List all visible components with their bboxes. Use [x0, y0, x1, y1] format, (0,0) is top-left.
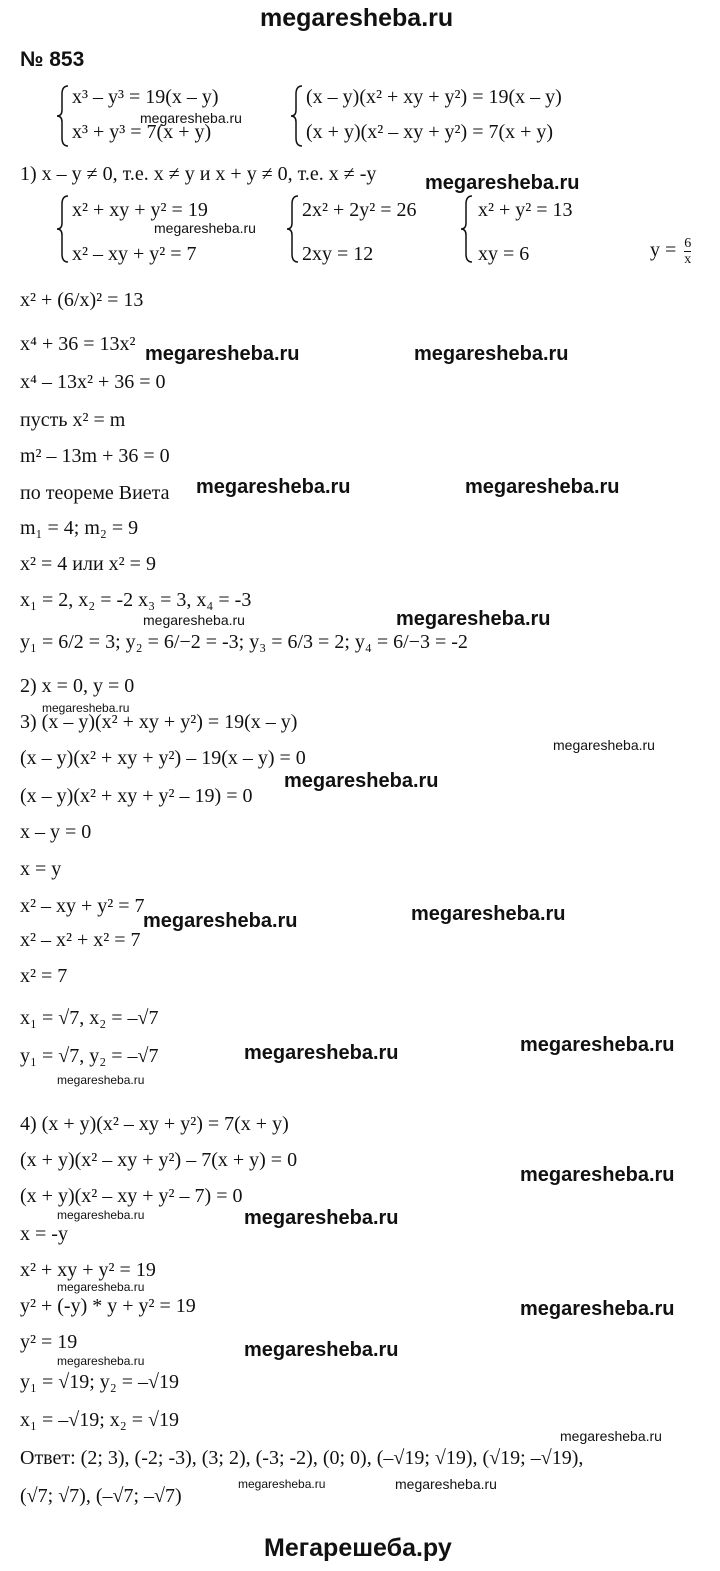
answer-line: (√7; √7), (–√7; –√7) [20, 1485, 182, 1507]
watermark: megaresheba.ru [140, 110, 242, 126]
system-brace [290, 84, 304, 148]
system4-eq1: 2x² + 2y² = 26 [302, 199, 417, 221]
watermark: megaresheba.ru [42, 701, 130, 715]
system1-eq1: x³ – y³ = 19(x – y) [72, 86, 219, 108]
watermark: megaresheba.ru [143, 910, 298, 932]
watermark: megaresheba.ru [244, 1207, 399, 1229]
y-expression-den: x [684, 252, 692, 267]
solution-line: m² – 13m + 36 = 0 [20, 445, 170, 467]
system3-eq2: x² – xy + y² = 7 [72, 243, 197, 265]
solution-line: (x – y)(x² + xy + y²) – 19(x – y) = 0 [20, 747, 306, 769]
solution-line: x⁴ + 36 = 13x² [20, 333, 136, 355]
watermark: megaresheba.ru [143, 612, 245, 628]
watermark: megaresheba.ru [154, 220, 256, 236]
watermark: megaresheba.ru [465, 476, 620, 498]
watermark: megaresheba.ru [396, 608, 551, 630]
solution-line: x₁ = √7, x₂ = –√7 [20, 1007, 159, 1029]
solution-line: m₁ = 4; m₂ = 9 [20, 517, 139, 539]
watermark: megaresheba.ru [395, 1476, 497, 1492]
solution-line: x² = 7 [20, 965, 68, 987]
system1-eq2: x³ + y³ = 7(x + y) [72, 121, 212, 143]
solution-line: x² + (6/x)² = 13 [20, 289, 144, 311]
watermark: megaresheba.ru [238, 1477, 326, 1491]
solution-line: x – y = 0 [20, 821, 92, 843]
solution-line: y₁ = 6/2 = 3; y₂ = 6/−2 = -3; y₃ = 6/3 = 2; y₄ = 6/−3 = -2 [20, 631, 468, 653]
case1-condition: 1) x – y ≠ 0, т.е. x ≠ y и x + y ≠ 0, т.е. x ≠ -y [20, 163, 377, 185]
system5-eq2: xy = 6 [478, 243, 530, 265]
site-footer[interactable]: Мегарешеба.ру [264, 1534, 452, 1562]
solution-line: (x – y)(x² + xy + y² – 19) = 0 [20, 785, 253, 807]
watermark: megaresheba.ru [196, 476, 351, 498]
solution-line: (x + y)(x² – xy + y²) – 7(x + y) = 0 [20, 1149, 298, 1171]
solution-line: x² = 4 или x² = 9 [20, 553, 156, 575]
y-expression [650, 236, 691, 267]
system-brace [460, 194, 474, 264]
watermark: megaresheba.ru [520, 1164, 675, 1186]
system-brace [286, 194, 300, 264]
solution-line: 3) (x – y)(x² + xy + y²) = 19(x – y) [20, 711, 298, 733]
solution-line: x₁ = 2, x₂ = -2 x₃ = 3, x₄ = -3 [20, 589, 252, 611]
site-header[interactable]: megaresheba.ru [260, 4, 454, 32]
system2-eq2: (x + y)(x² – xy + y²) = 7(x + y) [306, 121, 554, 143]
system3-eq1: x² + xy + y² = 19 [72, 199, 208, 221]
watermark: megaresheba.ru [520, 1034, 675, 1056]
answer-line: Ответ: (2; 3), (-2; -3), (3; 2), (-3; -2), (0; 0), (–√19; √19), (√19; –√19), [20, 1447, 584, 1469]
watermark: megaresheba.ru [57, 1073, 145, 1087]
watermark: megaresheba.ru [244, 1042, 399, 1064]
y-expression-num: 6 [684, 236, 692, 251]
solution-line: x = -y [20, 1223, 68, 1245]
solution-line: 2) x = 0, y = 0 [20, 675, 135, 697]
system4-eq2: 2xy = 12 [302, 243, 374, 265]
watermark: megaresheba.ru [553, 737, 655, 753]
solution-line: x = y [20, 858, 62, 880]
system-brace [56, 84, 70, 148]
y-expression-lhs: y = [650, 239, 677, 262]
system-brace [56, 194, 70, 264]
solution-line: x₁ = –√19; x₂ = √19 [20, 1409, 180, 1431]
problem-number: № 853 [20, 48, 85, 71]
system5-eq1: x² + y² = 13 [478, 199, 573, 221]
system2-eq1: (x – y)(x² + xy + y²) = 19(x – y) [306, 86, 562, 108]
solution-line: (x + y)(x² – xy + y² – 7) = 0 [20, 1185, 243, 1207]
solution-line: x⁴ – 13x² + 36 = 0 [20, 371, 166, 393]
watermark: megaresheba.ru [425, 172, 580, 194]
watermark: megaresheba.ru [57, 1208, 145, 1222]
solution-line: x² – xy + y² = 7 [20, 895, 145, 917]
watermark: megaresheba.ru [411, 903, 566, 925]
solution-line: x² + xy + y² = 19 [20, 1259, 156, 1281]
watermark: megaresheba.ru [57, 1280, 145, 1294]
solution-line: x² – x² + x² = 7 [20, 929, 141, 951]
watermark: megaresheba.ru [145, 343, 300, 365]
solution-line: y₁ = √7, y₂ = –√7 [20, 1045, 159, 1067]
solution-line: 4) (x + y)(x² – xy + y²) = 7(x + y) [20, 1113, 289, 1135]
solution-line: y² = 19 [20, 1331, 78, 1353]
watermark: megaresheba.ru [414, 343, 569, 365]
watermark: megaresheba.ru [244, 1339, 399, 1361]
watermark: megaresheba.ru [284, 770, 439, 792]
solution-line: y² + (-y) * y + y² = 19 [20, 1295, 196, 1317]
solution-line: y₁ = √19; y₂ = –√19 [20, 1371, 180, 1393]
watermark: megaresheba.ru [520, 1298, 675, 1320]
watermark: megaresheba.ru [560, 1428, 662, 1444]
solution-line: по теореме Виета [20, 482, 170, 504]
watermark: megaresheba.ru [57, 1354, 145, 1368]
solution-line: пусть x² = m [20, 409, 126, 431]
